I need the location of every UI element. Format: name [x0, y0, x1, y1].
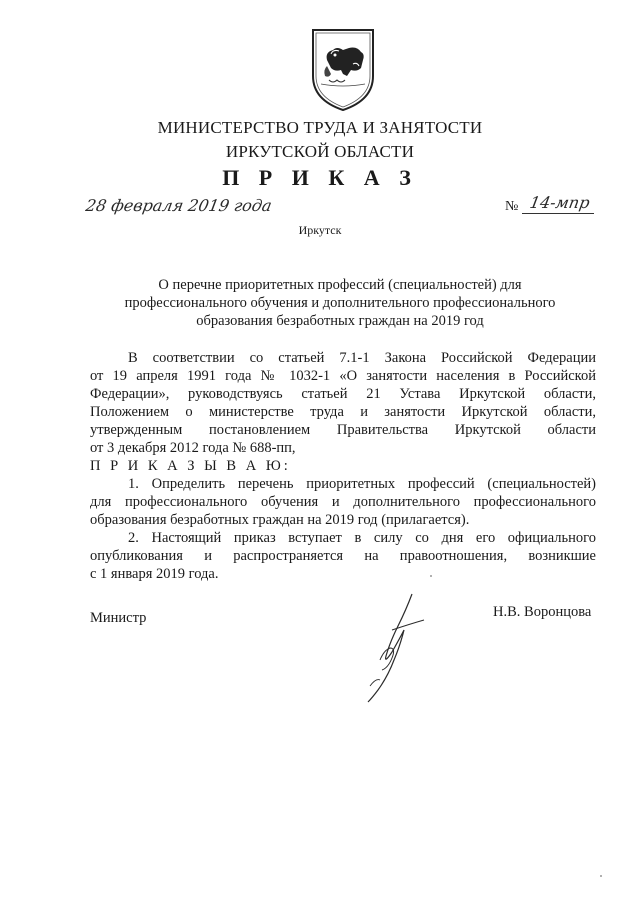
signer-name: Н.В. Воронцова	[493, 604, 592, 620]
body-line: с 1 января 2019 года.	[90, 566, 219, 582]
orders-heading: П Р И К А З Ы В А Ю:	[90, 458, 291, 474]
subject-line: образования безработных граждан на 2019 год	[196, 313, 484, 329]
body-line: образования безработных граждан на 2019 год (прилагается).	[90, 512, 470, 528]
subject-line: О перечне приоритетных профессий (специальностей) для	[158, 277, 522, 293]
handwritten-date: 28 февраля 2019 года	[84, 196, 274, 215]
body-line: утвержденным постановлением Правительства Иркутской области	[90, 422, 596, 438]
body-line: от 19 апреля 1991 года № 1032-1 «О занятости населения в Российской	[90, 368, 596, 384]
scan-speck	[430, 575, 432, 577]
body-line: Положением о министерстве труда и занятости Иркутской области,	[90, 404, 596, 420]
ministry-name-line1: МИНИСТЕРСТВО ТРУДА И ЗАНЯТОСТИ	[157, 118, 483, 137]
subject-line: профессионального обучения и дополнительного профессионального	[124, 295, 556, 311]
coat-of-arms-emblem	[307, 24, 379, 112]
body-line: Федерации», руководствуясь статьей 21 Устава Иркутской области,	[90, 386, 596, 402]
handwritten-order-number: 14-мпр	[528, 193, 592, 212]
scan-speck	[600, 875, 602, 877]
body-line: 1. Определить перечень приоритетных профессий (специальностей)	[128, 476, 596, 492]
body-line: 2. Настоящий приказ вступает в силу со дня его официального	[128, 530, 596, 546]
order-body	[90, 349, 596, 583]
order-subject	[0, 276, 640, 330]
order-number-label: №	[505, 199, 519, 214]
body-line: для профессионального обучения и дополнительного профессионального	[90, 494, 596, 510]
body-line: от 3 декабря 2012 года № 688-пп,	[90, 440, 296, 456]
handwritten-signature	[340, 590, 440, 705]
order-number-underline	[522, 213, 594, 214]
document-type-title: П Р И К А З	[222, 165, 418, 190]
city-name: Иркутск	[298, 223, 342, 237]
body-line: В соответствии со статьей 7.1-1 Закона Российской Федерации	[128, 350, 596, 366]
ministry-name-line2: ИРКУТСКОЙ ОБЛАСТИ	[225, 142, 415, 161]
signer-position: Министр	[90, 610, 147, 626]
body-line: опубликования и распространяется на правоотношения, возникшие	[90, 548, 596, 564]
